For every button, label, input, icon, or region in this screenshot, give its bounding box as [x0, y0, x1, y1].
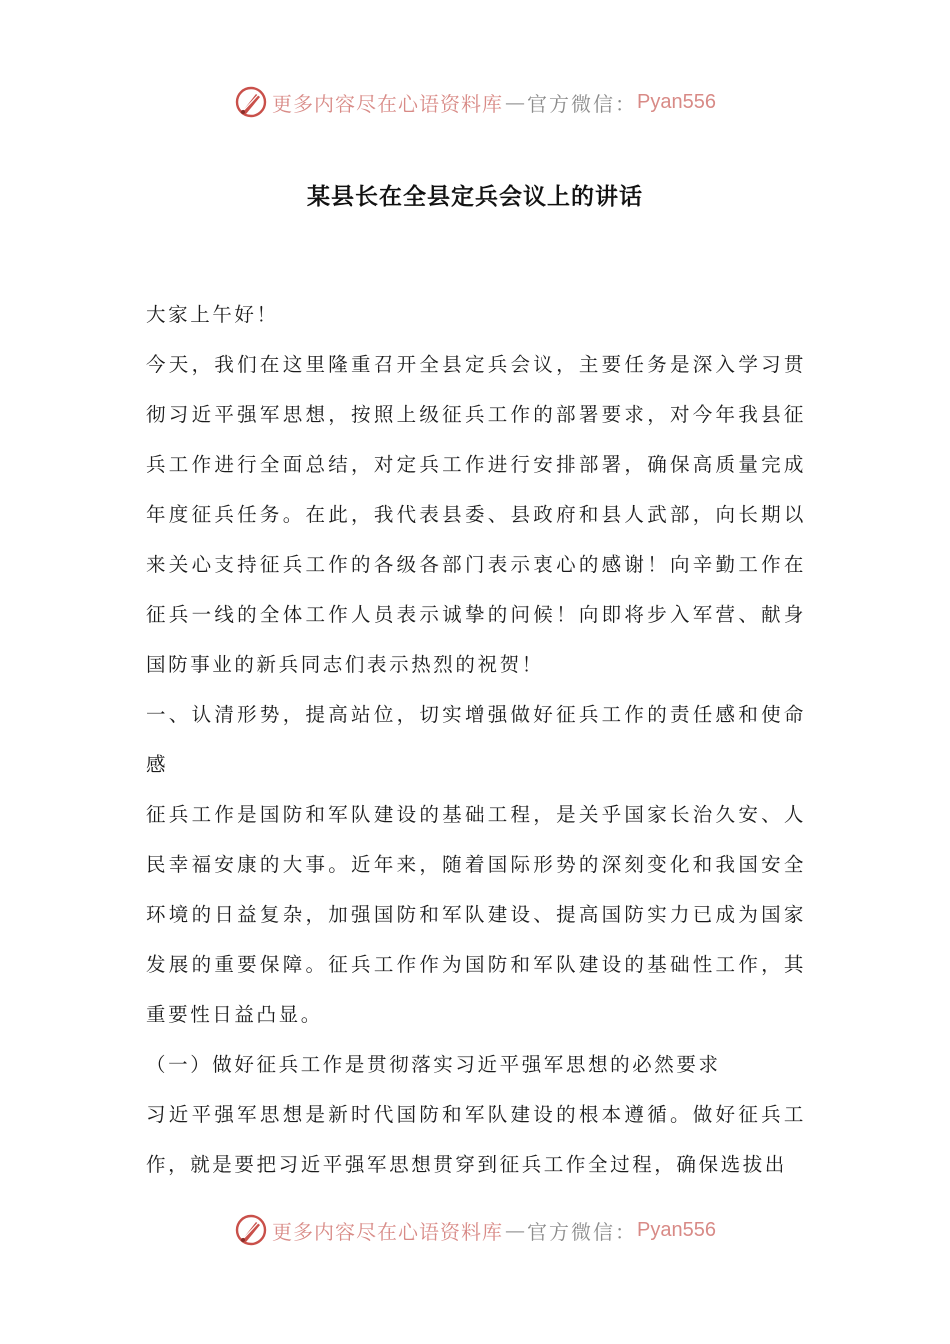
banner-text: 更多内容尽在心语资料库 [272, 91, 504, 116]
document-title: 某县长在全县定兵会议上的讲话 [307, 184, 643, 210]
wechat-label: 官方微信： [527, 91, 638, 116]
header-banner [0, 80, 950, 124]
wechat-label: 官方微信： [527, 1219, 638, 1244]
subsection-heading-1: （一）做好征兵工作是贯彻落实习近平强军思想的必然要求 [146, 1053, 721, 1076]
banner-text: 更多内容尽在心语资料库 [272, 1219, 504, 1244]
paragraph-greeting: 大家上午好！ [146, 303, 279, 326]
footer-banner [0, 1208, 950, 1252]
paragraph-subsection-1: 习近平强军思想是新时代国防和军队建设的根本遵循。做好征兵工作，就是要把习近平强军思想贯穿到征兵工作全过程，确保选拔出 [146, 1103, 806, 1176]
quill-pen-logo-icon [234, 85, 268, 119]
section-heading-1: 一、认清形势，提高站位，切实增强做好征兵工作的责任感和使命感 [146, 703, 806, 776]
banner-separator: — [505, 90, 526, 114]
paragraph-section-1: 征兵工作是国防和军队建设的基础工程，是关乎国家长治久安、人民幸福安康的大事。近年来，随着国际形势的深刻变化和我国安全环境的日益复杂，加强国防和军队建设、提高国防实力已成为国家发展的重要保障。征兵工作作为国防和军队建设的基础性工作，其重要性日益凸显。 [146, 803, 806, 1026]
document-body [146, 290, 806, 1190]
wechat-id: Pyan556 [637, 1218, 716, 1241]
wechat-id: Pyan556 [637, 90, 716, 113]
quill-pen-logo-icon [234, 1213, 268, 1247]
paragraph-intro: 今天，我们在这里隆重召开全县定兵会议，主要任务是深入学习贯彻习近平强军思想，按照上级征兵工作的部署要求，对今年我县征兵工作进行全面总结，对定兵工作进行安排部署，确保高质量完成年度征兵任务。在此，我代表县委、县政府和县人武部，向长期以来关心支持征兵工作的各级各部门表示衷心的感谢！向辛勤工作在征兵一线的全体工作人员表示诚挚的问候！向即将步入军营、献身国防事业的新兵同志们表示热烈的祝贺！ [146, 353, 806, 676]
banner-separator: — [505, 1218, 526, 1242]
